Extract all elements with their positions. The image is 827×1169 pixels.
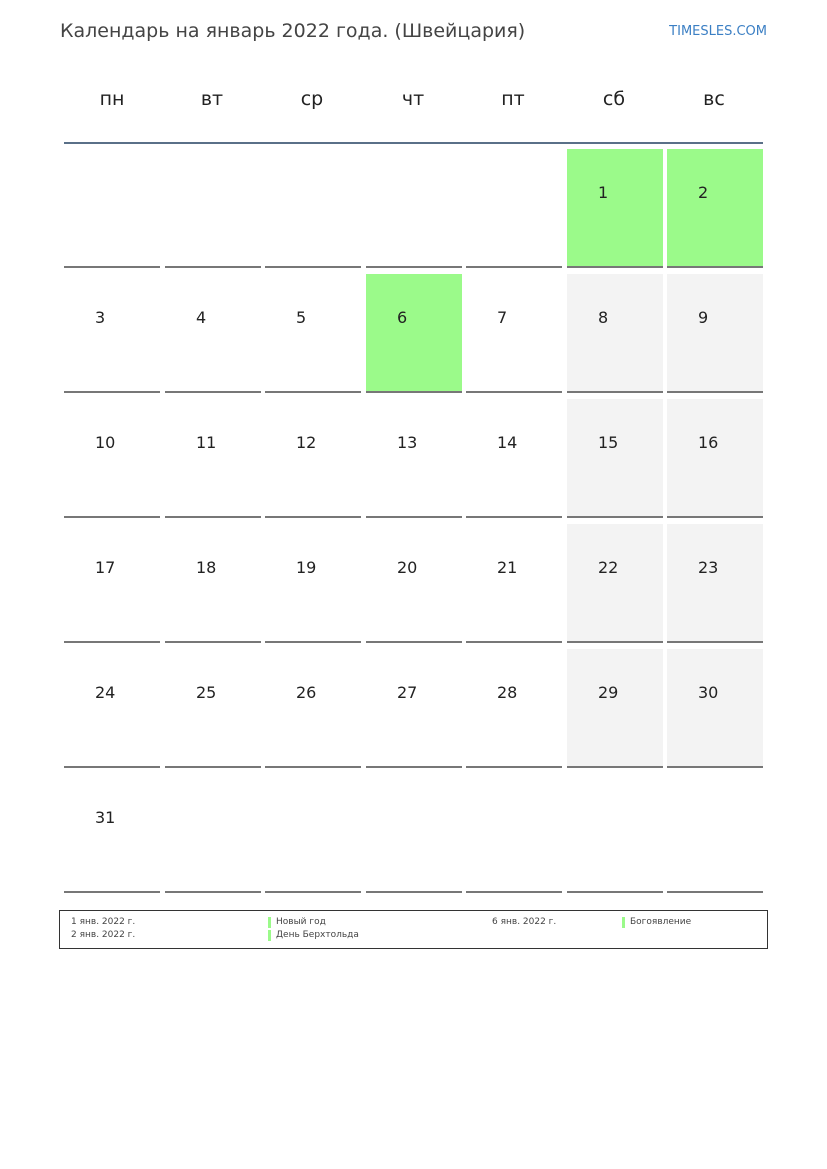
weekday-mon: пн bbox=[99, 88, 125, 110]
weekday-tue: вт bbox=[200, 88, 224, 110]
day-cell bbox=[165, 274, 261, 393]
day-number: 19 bbox=[296, 558, 317, 577]
day-cell bbox=[667, 649, 763, 768]
day-cell bbox=[64, 524, 160, 643]
day-cell bbox=[667, 524, 763, 643]
day-number: 14 bbox=[497, 433, 518, 452]
day-cell bbox=[366, 649, 462, 768]
day-cell bbox=[667, 399, 763, 518]
empty-cell bbox=[366, 774, 462, 893]
legend-color-marker bbox=[268, 930, 271, 941]
day-cell bbox=[567, 274, 663, 393]
day-number: 25 bbox=[196, 683, 217, 702]
legend-date: 6 янв. 2022 г. bbox=[492, 917, 557, 927]
day-number: 23 bbox=[698, 558, 719, 577]
day-number: 7 bbox=[497, 308, 508, 327]
day-number: 22 bbox=[598, 558, 619, 577]
day-number: 12 bbox=[296, 433, 317, 452]
day-number: 31 bbox=[95, 808, 116, 827]
empty-cell bbox=[265, 149, 361, 268]
day-number: 4 bbox=[196, 308, 207, 327]
day-number: 11 bbox=[196, 433, 217, 452]
legend-date: 1 янв. 2022 г. bbox=[71, 917, 136, 927]
brand-link[interactable]: TIMESLES.COM bbox=[669, 24, 767, 39]
legend-holiday-name: День Берхтольда bbox=[276, 930, 359, 940]
day-cell bbox=[567, 149, 663, 268]
day-cell bbox=[64, 399, 160, 518]
day-number: 5 bbox=[296, 308, 307, 327]
day-number: 30 bbox=[698, 683, 719, 702]
weekday-wed: ср bbox=[300, 88, 324, 110]
day-cell bbox=[64, 649, 160, 768]
day-number: 18 bbox=[196, 558, 217, 577]
day-number: 26 bbox=[296, 683, 317, 702]
day-cell bbox=[165, 524, 261, 643]
day-number: 24 bbox=[95, 683, 116, 702]
day-cell bbox=[567, 399, 663, 518]
day-number: 27 bbox=[397, 683, 418, 702]
day-cell bbox=[265, 649, 361, 768]
day-cell bbox=[64, 274, 160, 393]
legend-holiday-name: Богоявление bbox=[630, 917, 692, 927]
empty-cell bbox=[366, 149, 462, 268]
weekday-thu: чт bbox=[401, 88, 425, 110]
day-number: 1 bbox=[598, 183, 609, 202]
empty-cell bbox=[165, 774, 261, 893]
day-cell bbox=[165, 399, 261, 518]
day-cell bbox=[466, 274, 562, 393]
day-cell bbox=[366, 274, 462, 393]
day-cell bbox=[366, 399, 462, 518]
holiday-legend bbox=[59, 910, 768, 949]
day-cell bbox=[567, 524, 663, 643]
legend-date: 2 янв. 2022 г. bbox=[71, 930, 136, 940]
empty-cell bbox=[466, 774, 562, 893]
day-cell bbox=[466, 399, 562, 518]
empty-cell bbox=[265, 774, 361, 893]
day-cell bbox=[567, 649, 663, 768]
day-number: 20 bbox=[397, 558, 418, 577]
day-number: 3 bbox=[95, 308, 106, 327]
legend-color-marker bbox=[268, 917, 271, 928]
weekday-sat: сб bbox=[602, 88, 626, 110]
page-title: Календарь на январь 2022 года. (Швейцария) bbox=[60, 20, 526, 42]
day-number: 16 bbox=[698, 433, 719, 452]
day-cell bbox=[265, 524, 361, 643]
day-cell bbox=[667, 149, 763, 268]
weekday-sun: вс bbox=[703, 88, 725, 110]
day-cell bbox=[466, 649, 562, 768]
day-number: 29 bbox=[598, 683, 619, 702]
day-cell bbox=[165, 649, 261, 768]
day-number: 21 bbox=[497, 558, 518, 577]
day-number: 17 bbox=[95, 558, 116, 577]
day-number: 8 bbox=[598, 308, 609, 327]
empty-cell bbox=[64, 149, 160, 268]
day-cell bbox=[667, 274, 763, 393]
legend-color-marker bbox=[622, 917, 625, 928]
day-number: 10 bbox=[95, 433, 116, 452]
empty-cell bbox=[466, 149, 562, 268]
day-number: 9 bbox=[698, 308, 709, 327]
day-number: 13 bbox=[397, 433, 418, 452]
day-cell bbox=[265, 274, 361, 393]
day-cell bbox=[265, 399, 361, 518]
day-number: 2 bbox=[698, 183, 709, 202]
weekday-fri: пт bbox=[501, 88, 525, 110]
legend-holiday-name: Новый год bbox=[276, 917, 326, 927]
empty-cell bbox=[165, 149, 261, 268]
empty-cell bbox=[667, 774, 763, 893]
day-cell bbox=[366, 524, 462, 643]
day-number: 15 bbox=[598, 433, 619, 452]
empty-cell bbox=[567, 774, 663, 893]
day-number: 6 bbox=[397, 308, 408, 327]
day-number: 28 bbox=[497, 683, 518, 702]
day-cell bbox=[466, 524, 562, 643]
day-cell bbox=[64, 774, 160, 893]
